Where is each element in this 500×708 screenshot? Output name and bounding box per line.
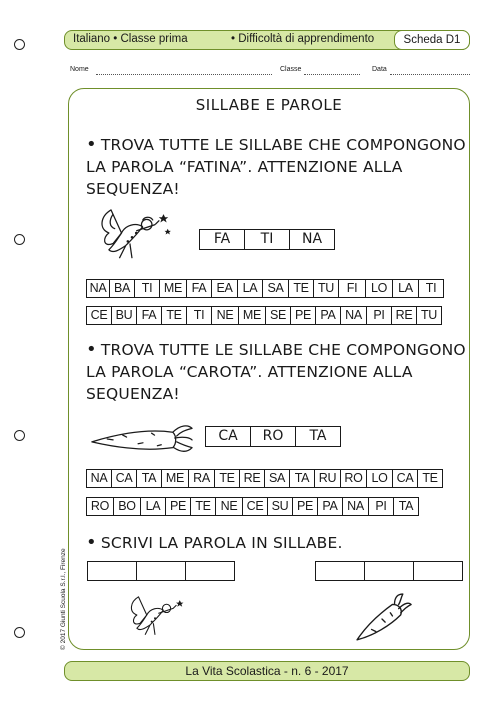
syllable-cell[interactable]: RE	[239, 469, 265, 488]
syllable-box: CA	[205, 426, 251, 447]
fairy-icon	[90, 200, 174, 266]
exercise1-text: TROVA TUTTE LE SILLABE CHE COMPONGONO LA PAROLA “FATINA”. ATTENZIONE ALLA SEQUENZA!	[86, 136, 466, 198]
carrot-icon	[350, 592, 414, 644]
binder-hole	[14, 234, 25, 245]
syllable-cell[interactable]: TE	[417, 469, 443, 488]
fatina-syllable-boxes	[200, 229, 335, 250]
answer-box[interactable]	[364, 561, 414, 581]
answer-box[interactable]	[185, 561, 235, 581]
syllable-cell[interactable]: NA	[86, 469, 112, 488]
syllable-cell[interactable]: SA	[264, 469, 290, 488]
exercise1-instruction	[86, 134, 466, 200]
carota-answer-boxes	[316, 561, 463, 581]
syllable-cell[interactable]: PA	[315, 306, 341, 325]
syllable-cell[interactable]: RO	[86, 497, 114, 516]
header-theme: • Difficoltà di apprendimento	[231, 33, 375, 45]
header-subject: Italiano • Classe prima	[73, 33, 188, 45]
exercise3-instruction	[86, 532, 466, 554]
syllable-cell[interactable]: CA	[111, 469, 137, 488]
syllable-cell[interactable]: SA	[262, 279, 289, 298]
syllable-box: NA	[289, 229, 335, 250]
exercise2-row2	[86, 497, 419, 516]
syllable-cell[interactable]: RE	[391, 306, 417, 325]
syllable-cell[interactable]: NA	[340, 306, 367, 325]
syllable-cell[interactable]: PI	[366, 306, 392, 325]
exercise1-row2	[86, 306, 442, 325]
syllable-cell[interactable]: FA	[186, 279, 212, 298]
syllable-cell[interactable]: BA	[109, 279, 135, 298]
syllable-cell[interactable]: TI	[186, 306, 212, 325]
syllable-cell[interactable]: TI	[134, 279, 160, 298]
binder-hole	[14, 627, 25, 638]
exercise2-instruction	[86, 339, 466, 405]
syllable-cell[interactable]: NE	[211, 306, 239, 325]
exercise3-text: SCRIVI LA PAROLA IN SILLABE.	[100, 534, 343, 552]
carrot-icon	[88, 418, 194, 458]
syllable-cell[interactable]: PE	[290, 306, 316, 325]
date-label: Data	[372, 66, 387, 73]
name-label: Nome	[70, 66, 89, 73]
footer-bar: La Vita Scolastica - n. 6 - 2017	[64, 661, 470, 681]
syllable-cell[interactable]: TU	[416, 306, 442, 325]
syllable-box: TA	[295, 426, 341, 447]
syllable-cell[interactable]: ME	[238, 306, 266, 325]
syllable-cell[interactable]: RU	[314, 469, 341, 488]
student-fields	[70, 66, 470, 78]
syllable-box: RO	[250, 426, 296, 447]
syllable-cell[interactable]: LA	[392, 279, 419, 298]
class-label: Classe	[280, 66, 302, 73]
syllable-cell[interactable]: FA	[136, 306, 162, 325]
syllable-cell[interactable]: CE	[86, 306, 112, 325]
sheet-tag: Scheda D1	[394, 30, 470, 50]
syllable-cell[interactable]: TA	[289, 469, 315, 488]
carota-syllable-boxes	[206, 426, 341, 447]
syllable-cell[interactable]: TE	[214, 469, 240, 488]
syllable-cell[interactable]: TE	[161, 306, 187, 325]
worksheet-title: SILLABE E PAROLE	[195, 96, 343, 114]
syllable-cell[interactable]: PA	[317, 497, 343, 516]
syllable-cell[interactable]: LA	[237, 279, 263, 298]
syllable-cell[interactable]: ME	[159, 279, 187, 298]
syllable-cell[interactable]: LA	[140, 497, 166, 516]
syllable-cell[interactable]: SE	[265, 306, 291, 325]
fairy-icon	[122, 590, 188, 640]
syllable-cell[interactable]: CE	[242, 497, 268, 516]
syllable-cell[interactable]: TE	[288, 279, 314, 298]
syllable-cell[interactable]: TA	[136, 469, 162, 488]
syllable-cell[interactable]: ME	[161, 469, 189, 488]
syllable-cell[interactable]: PE	[165, 497, 191, 516]
bullet-icon: •	[86, 339, 97, 360]
syllable-cell[interactable]: TE	[190, 497, 216, 516]
exercise2-text: TROVA TUTTE LE SILLABE CHE COMPONGONO LA PAROLA “CAROTA”. ATTENZIONE ALLA SEQUENZA!	[86, 341, 466, 403]
header-bar	[64, 30, 470, 50]
syllable-box: TI	[244, 229, 290, 250]
copyright-note: © 2017 Giunti Scuola S.r.l., Firenze	[60, 548, 67, 650]
syllable-cell[interactable]: PE	[292, 497, 318, 516]
syllable-box: FA	[199, 229, 245, 250]
bullet-icon: •	[86, 134, 97, 155]
answer-box[interactable]	[413, 561, 463, 581]
bullet-icon: •	[86, 532, 97, 553]
syllable-cell[interactable]: RA	[188, 469, 215, 488]
binder-hole	[14, 430, 25, 441]
syllable-cell[interactable]: BU	[111, 306, 137, 325]
syllable-cell[interactable]: EA	[211, 279, 238, 298]
answer-box[interactable]	[315, 561, 365, 581]
syllable-cell[interactable]: NE	[215, 497, 243, 516]
syllable-cell[interactable]: BO	[113, 497, 141, 516]
answer-box[interactable]	[87, 561, 137, 581]
exercise1-row1	[86, 279, 444, 298]
syllable-cell[interactable]: RO	[340, 469, 367, 488]
syllable-cell[interactable]: NA	[342, 497, 369, 516]
syllable-cell[interactable]: LO	[366, 469, 393, 488]
syllable-cell[interactable]: SU	[267, 497, 293, 516]
syllable-cell[interactable]: LO	[365, 279, 393, 298]
syllable-cell[interactable]: TU	[313, 279, 339, 298]
class-field[interactable]	[304, 66, 360, 75]
answer-box[interactable]	[136, 561, 186, 581]
date-field[interactable]	[390, 66, 470, 75]
syllable-cell[interactable]: NA	[86, 279, 110, 298]
syllable-cell[interactable]: FI	[338, 279, 366, 298]
fatina-answer-boxes	[88, 561, 235, 581]
syllable-cell[interactable]: PI	[368, 497, 394, 516]
name-field[interactable]	[96, 66, 272, 75]
syllable-cell[interactable]: TI	[418, 279, 444, 298]
syllable-cell[interactable]: CA	[392, 469, 418, 488]
exercise2-row1	[86, 469, 443, 488]
binder-hole	[14, 39, 25, 50]
syllable-cell[interactable]: TA	[393, 497, 419, 516]
